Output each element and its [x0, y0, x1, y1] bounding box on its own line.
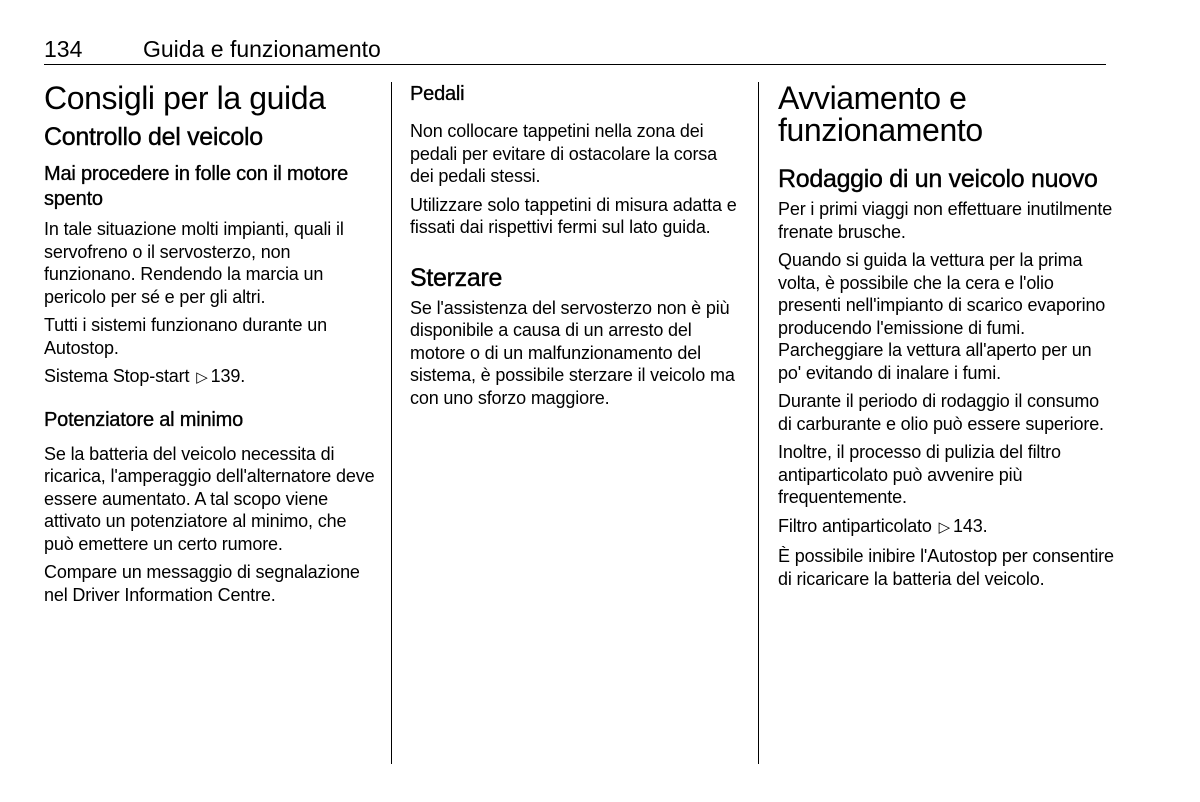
- reference-text: Sistema Stop-start: [44, 366, 190, 386]
- reference-page-link[interactable]: 139.: [210, 366, 246, 386]
- chapter-title-avviamento: Avviamento e funzionamento: [778, 80, 983, 148]
- reference-stop-start: [44, 365, 380, 390]
- page-header: [44, 34, 1106, 65]
- paragraph-potenziatore-2: Compare un messaggio di segnalazione nel Driver Information Centre.: [44, 562, 360, 605]
- paragraph-folle-2: Tutti i sistemi funzionano durante un Autostop.: [44, 315, 327, 358]
- paragraph-pedali-1: Non collocare tappetini nella zona dei pedali per evitare di ostacolare la corsa dei pedali stessi.: [410, 121, 718, 186]
- reference-arrow-icon: ▷: [196, 369, 208, 386]
- paragraph-folle-1: In tale situazione molti impianti, quali il servofreno o il servosterzo, non funzionano. Rendendo la marcia un pericolo per sé e per gli altri.: [44, 219, 344, 307]
- paragraph-rodaggio-1: Per i primi viaggi non effettuare inutilmente frenate brusche.: [778, 199, 1113, 242]
- column-divider-2: [758, 82, 759, 764]
- paragraph-rodaggio-2: Quando si guida la vettura per la prima volta, è possibile che la cera e l'olio presenti nell'impianto di scarico evaporino producendo l'emissione di fumi. Parcheggiare la vettura all'aperto per un po' evitando di inalare i fumi.: [778, 250, 1106, 383]
- paragraph-rodaggio-3: Durante il periodo di rodaggio il consumo di carburante e olio può essere superiore.: [778, 391, 1104, 434]
- paragraph-sterzare: Se l'assistenza del servosterzo non è più disponibile a causa di un arresto del motore o di un malfunzionamento del sistema, è possibile sterzare il veicolo ma con uno sforzo maggiore.: [410, 297, 735, 408]
- reference-arrow-icon: ▷: [938, 518, 951, 536]
- section-heading-rodaggio: Rodaggio di un veicolo nuovo: [778, 165, 1098, 193]
- heading-potenziatore: Potenziatore al minimo: [44, 408, 244, 431]
- reference-text: Filtro antiparticolato: [778, 515, 932, 536]
- paragraph-rodaggio-4: Inoltre, il processo di pulizia del filtro antiparticolato può avvenire più frequentemente.: [778, 442, 1061, 507]
- column-left: [44, 82, 380, 612]
- chapter-title: Consigli per la guida: [44, 80, 326, 116]
- column-right: [778, 82, 1114, 596]
- section-title: Guida e funzionamento: [143, 36, 381, 62]
- paragraph-pedali-2: Utilizzare solo tappetini di misura adatta e fissati dai rispettivi fermi sul lato guida.: [410, 194, 737, 237]
- column-middle: [410, 82, 745, 415]
- paragraph-rodaggio-6: È possibile inibire l'Autostop per consentire di ricaricare la batteria del veicolo.: [778, 546, 1114, 589]
- section-heading-sterzare: Sterzare: [410, 263, 503, 292]
- reference-page-link[interactable]: 143.: [953, 515, 988, 536]
- heading-pedali: Pedali: [410, 83, 465, 105]
- page-number: 134: [44, 36, 83, 62]
- heading-folle: Mai procedere in folle con il motore spento: [44, 163, 349, 210]
- section-heading-controllo: Controllo del veicolo: [44, 123, 263, 151]
- reference-filtro: [778, 515, 1114, 540]
- column-divider-1: [391, 82, 392, 764]
- paragraph-potenziatore-1: Se la batteria del veicolo necessita di ricarica, l'amperaggio dell'alternatore deve essere aumentato. A tal scopo viene attivato un potenziatore al minimo, che può emettere un certo rumore.: [44, 443, 375, 554]
